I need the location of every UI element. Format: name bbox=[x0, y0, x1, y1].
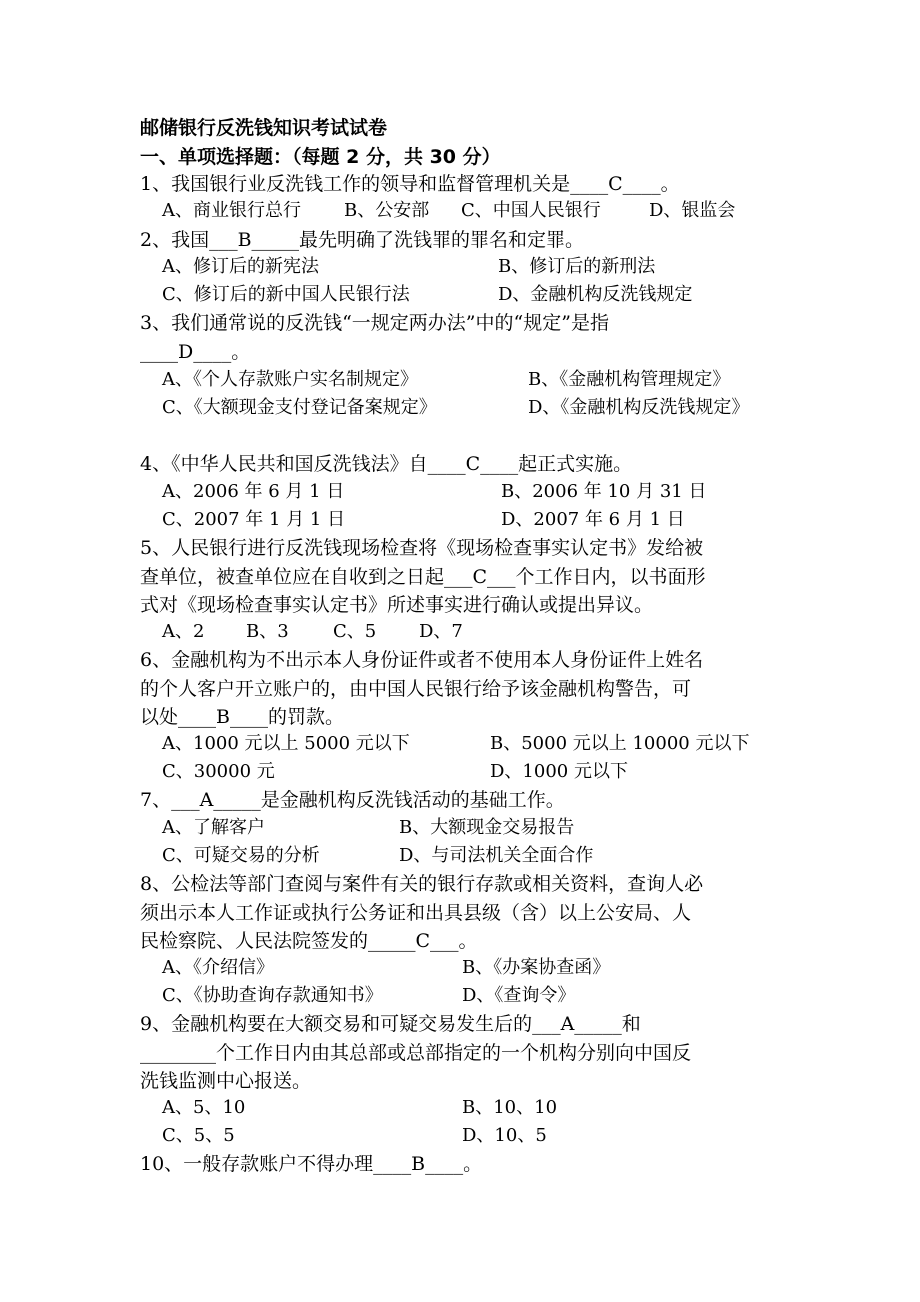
question-text: 9、金融机构要在大额交易和可疑交易发生后的___A_____和 bbox=[140, 1013, 641, 1035]
option-c: C、可疑交易的分析 bbox=[162, 845, 320, 866]
option-b: B、《金融机构管理规定》 bbox=[528, 369, 731, 390]
option-c: C、30000 元 bbox=[162, 761, 275, 782]
question-text: 10、一般存款账户不得办理____B____。 bbox=[140, 1153, 483, 1175]
option-b: B、《办案协查函》 bbox=[462, 957, 611, 978]
option-c: C、5 bbox=[333, 621, 377, 642]
option-c: C、2007 年 1 月 1 日 bbox=[162, 509, 346, 530]
option-c: C、5、5 bbox=[162, 1125, 235, 1146]
question-10 bbox=[140, 1150, 790, 1179]
question-text: 6、金融机构为不出示本人身份证件或者不使用本人身份证件上姓名 bbox=[140, 649, 704, 671]
question-text: 1、我国银行业反洗钱工作的领导和监督管理机关是____C____。 bbox=[140, 173, 680, 195]
question-text: 以处____B____的罚款。 bbox=[140, 706, 344, 728]
option-d: D、银监会 bbox=[649, 200, 736, 221]
option-a: A、商业银行总行 bbox=[162, 200, 301, 221]
question-text: 查单位，被查单位应在自收到之日起___C___个工作日内，以书面形 bbox=[140, 565, 706, 588]
option-c: C、《大额现金支付登记备案规定》 bbox=[162, 397, 437, 418]
question-text: 4、《中华人民共和国反洗钱法》自____C____起正式实施。 bbox=[140, 453, 633, 475]
question-7 bbox=[140, 786, 790, 815]
question-text: 须出示本人工作证或执行公务证和出具县级（含）以上公安局、人 bbox=[140, 901, 692, 924]
question-2 bbox=[140, 226, 790, 255]
question-text: 民检察院、人民法院签发的_____C___。 bbox=[140, 930, 478, 952]
option-d: D、7 bbox=[419, 621, 463, 642]
option-b: B、3 bbox=[246, 621, 289, 642]
option-c: C、修订后的新中国人民银行法 bbox=[162, 284, 410, 305]
option-c: C、《协助查询存款通知书》 bbox=[162, 985, 383, 1006]
option-a: A、修订后的新宪法 bbox=[162, 256, 319, 277]
option-a: A、5、10 bbox=[162, 1097, 246, 1118]
option-a: A、了解客户 bbox=[162, 817, 265, 838]
option-d: D、《查询令》 bbox=[462, 985, 576, 1006]
question-8 bbox=[140, 870, 790, 956]
question-4 bbox=[140, 450, 790, 479]
question-6 bbox=[140, 646, 790, 732]
option-b: B、公安部 bbox=[344, 200, 430, 221]
option-d: D、2007 年 6 月 1 日 bbox=[501, 509, 685, 530]
question-text: 7、___A_____是金融机构反洗钱活动的基础工作。 bbox=[140, 789, 565, 811]
question-text: 的个人客户开立账户的，由中国人民银行给予该金融机构警告，可 bbox=[140, 677, 692, 700]
option-a: A、2006 年 6 月 1 日 bbox=[162, 481, 345, 502]
option-a: A、《介绍信》 bbox=[162, 957, 274, 978]
option-d: D、《金融机构反洗钱规定》 bbox=[528, 397, 750, 418]
document-title: 邮储银行反洗钱知识考试试卷 bbox=[140, 117, 388, 139]
question-text: 8、公检法等部门查阅与案件有关的银行存款或相关资料，查询人必 bbox=[140, 873, 704, 895]
option-d: D、金融机构反洗钱规定 bbox=[498, 284, 693, 305]
question-5 bbox=[140, 534, 790, 620]
question-text: ____D____。 bbox=[140, 340, 251, 363]
question-text: 3、我们通常说的反洗钱“一规定两办法”中的“规定”是指 bbox=[140, 312, 609, 334]
option-b: B、大额现金交易报告 bbox=[399, 817, 575, 838]
option-a: A、《个人存款账户实名制规定》 bbox=[162, 369, 418, 390]
section-heading: 一、单项选择题：（每题 2 分，共 30 分） bbox=[140, 146, 501, 168]
option-b: B、2006 年 10 月 31 日 bbox=[501, 481, 707, 502]
option-d: D、10、5 bbox=[462, 1125, 547, 1146]
question-text: 式对《现场检查事实认定书》所述事实进行确认或提出异议。 bbox=[140, 594, 654, 616]
option-b: B、修订后的新刑法 bbox=[498, 256, 656, 277]
option-b: B、10、10 bbox=[462, 1097, 558, 1118]
option-d: D、1000 元以下 bbox=[490, 761, 628, 782]
question-text: 洗钱监测中心报送。 bbox=[140, 1070, 312, 1092]
option-b: B、5000 元以上 10000 元以下 bbox=[490, 733, 750, 754]
option-a: A、2 bbox=[162, 621, 205, 642]
question-text: 2、我国___B_____最先明确了洗钱罪的罪名和定罪。 bbox=[140, 229, 585, 251]
question-3 bbox=[140, 309, 790, 366]
option-d: D、与司法机关全面合作 bbox=[399, 845, 594, 866]
question-text: ________个工作日内由其总部或总部指定的一个机构分别向中国反 bbox=[140, 1041, 692, 1064]
question-1 bbox=[140, 170, 790, 199]
option-c: C、中国人民银行 bbox=[461, 200, 601, 221]
question-text: 5、人民银行进行反洗钱现场检查将《现场检查事实认定书》发给被 bbox=[140, 537, 704, 559]
option-a: A、1000 元以上 5000 元以下 bbox=[162, 733, 410, 754]
question-9 bbox=[140, 1010, 790, 1096]
